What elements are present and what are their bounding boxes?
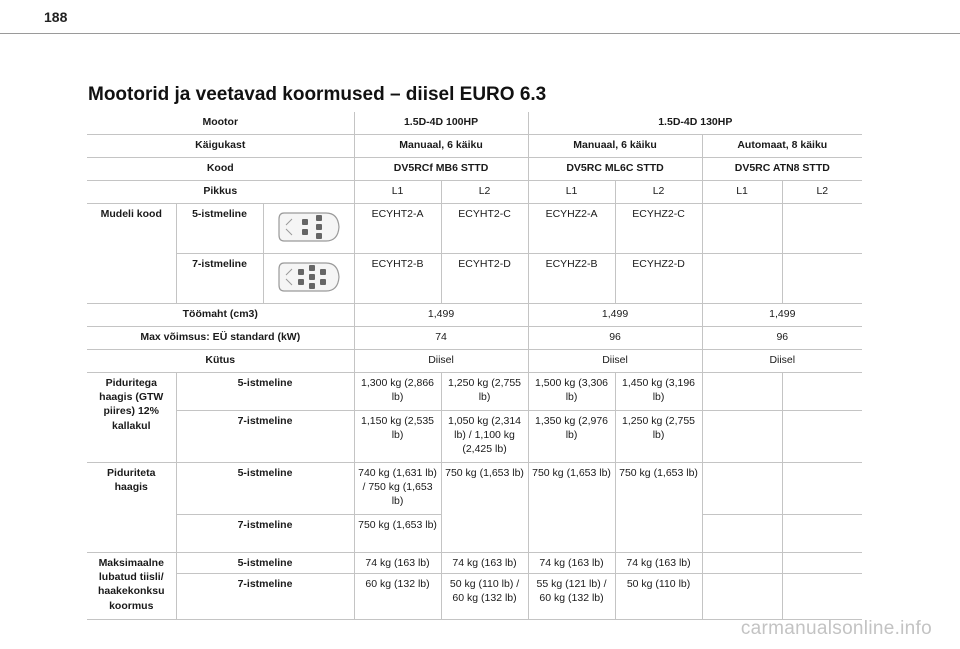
- table-row: [87, 254, 862, 304]
- table-row: [87, 158, 862, 181]
- braked-cell: 1,450 kg (3,196 lb): [615, 373, 702, 411]
- table-row: [87, 204, 862, 254]
- page-title: Mootorid ja veetavad koormused – diisel EURO 6.3: [88, 84, 547, 105]
- towball-cell: [702, 553, 782, 574]
- fuel-cell: Diisel: [354, 350, 528, 373]
- model-code-cell: ECYHZ2-C: [615, 204, 702, 254]
- seat-label-5: 5-istmeline: [176, 463, 354, 515]
- seat-label-5: 5-istmeline: [176, 373, 354, 411]
- model-code-cell: ECYHT2-C: [441, 204, 528, 254]
- braked-cell: [702, 411, 782, 463]
- unbraked-cell: 750 kg (1,653 lb): [354, 515, 441, 553]
- row-label-fuel: Kütus: [87, 350, 354, 373]
- length-cell: L1: [528, 181, 615, 204]
- power-cell: 96: [702, 327, 862, 350]
- car-5-seat-icon: [263, 204, 354, 254]
- power-cell: 96: [528, 327, 702, 350]
- table-row: [87, 350, 862, 373]
- unbraked-cell: 750 kg (1,653 lb): [615, 463, 702, 553]
- braked-cell: 1,250 kg (2,755 lb): [615, 411, 702, 463]
- table-row: [87, 553, 862, 574]
- table-row: [87, 574, 862, 620]
- towball-cell: 50 kg (110 lb): [615, 574, 702, 620]
- unbraked-cell: [782, 515, 862, 553]
- unbraked-cell: [782, 463, 862, 515]
- row-label-power: Max võimsus: EÜ standard (kW): [87, 327, 354, 350]
- length-cell: L2: [615, 181, 702, 204]
- engine-100hp: 1.5D-4D 100HP: [354, 112, 528, 135]
- model-code-cell: ECYHZ2-A: [528, 204, 615, 254]
- watermark: carmanualsonline.info: [740, 618, 932, 639]
- displacement-cell: 1,499: [702, 304, 862, 327]
- towball-cell: 74 kg (163 lb): [441, 553, 528, 574]
- model-code-cell: [782, 204, 862, 254]
- displacement-cell: 1,499: [354, 304, 528, 327]
- unbraked-cell: 750 kg (1,653 lb): [441, 463, 528, 553]
- row-label-braked-trailer: Piduritega haagis (GTW piires) 12% kallakul: [87, 373, 176, 463]
- towball-cell: [782, 574, 862, 620]
- table-row: [87, 463, 862, 515]
- braked-cell: [702, 373, 782, 411]
- towball-cell: 50 kg (110 lb) / 60 kg (132 lb): [441, 574, 528, 620]
- model-code-cell: ECYHT2-D: [441, 254, 528, 304]
- engine-spec-table: [87, 112, 862, 620]
- row-label-code: Kood: [87, 158, 354, 181]
- braked-cell: [782, 411, 862, 463]
- model-code-cell: [702, 254, 782, 304]
- row-label-displacement: Töömaht (cm3): [87, 304, 354, 327]
- model-code-cell: [702, 204, 782, 254]
- row-label-engine: Mootor: [87, 112, 354, 135]
- towball-cell: 55 kg (121 lb) / 60 kg (132 lb): [528, 574, 615, 620]
- row-label-model-code: Mudeli kood: [87, 204, 176, 304]
- table-row: [87, 135, 862, 158]
- table-row: [87, 373, 862, 411]
- braked-cell: 1,150 kg (2,535 lb): [354, 411, 441, 463]
- length-cell: L1: [702, 181, 782, 204]
- seat-label-7: 7-istmeline: [176, 515, 354, 553]
- code-3: DV5RC ATN8 STTD: [702, 158, 862, 181]
- row-label-unbraked-trailer: Piduriteta haagis: [87, 463, 176, 553]
- page-number: 188: [44, 9, 68, 25]
- displacement-cell: 1,499: [528, 304, 702, 327]
- power-cell: 74: [354, 327, 528, 350]
- towball-cell: 74 kg (163 lb): [528, 553, 615, 574]
- table-row: [87, 181, 862, 204]
- unbraked-cell: 750 kg (1,653 lb): [528, 463, 615, 553]
- gearbox-3: Automaat, 8 käiku: [702, 135, 862, 158]
- table-row: [87, 304, 862, 327]
- engine-130hp: 1.5D-4D 130HP: [528, 112, 862, 135]
- model-code-cell: ECYHZ2-B: [528, 254, 615, 304]
- gearbox-1: Manuaal, 6 käiku: [354, 135, 528, 158]
- towball-cell: 74 kg (163 lb): [615, 553, 702, 574]
- braked-cell: [782, 373, 862, 411]
- towball-cell: 74 kg (163 lb): [354, 553, 441, 574]
- unbraked-cell: [702, 463, 782, 515]
- braked-cell: 1,050 kg (2,314 lb) / 1,100 kg (2,425 lb): [441, 411, 528, 463]
- seat-label-5: 5-istmeline: [176, 553, 354, 574]
- braked-cell: 1,500 kg (3,306 lb): [528, 373, 615, 411]
- seat-label-7: 7-istmeline: [176, 254, 263, 304]
- length-cell: L1: [354, 181, 441, 204]
- row-label-gearbox: Käigukast: [87, 135, 354, 158]
- table-row: [87, 327, 862, 350]
- model-code-cell: ECYHT2-A: [354, 204, 441, 254]
- header-rule: [0, 33, 960, 34]
- braked-cell: 1,300 kg (2,866 lb): [354, 373, 441, 411]
- towball-cell: 60 kg (132 lb): [354, 574, 441, 620]
- row-label-length: Pikkus: [87, 181, 354, 204]
- braked-cell: 1,350 kg (2,976 lb): [528, 411, 615, 463]
- row-label-towball-load: Maksimaalne lubatud tiisli/ haakekonksu koormus: [87, 553, 176, 620]
- code-1: DV5RCf MB6 STTD: [354, 158, 528, 181]
- seat-label-7: 7-istmeline: [176, 411, 354, 463]
- code-2: DV5RC ML6C STTD: [528, 158, 702, 181]
- braked-cell: 1,250 kg (2,755 lb): [441, 373, 528, 411]
- length-cell: L2: [441, 181, 528, 204]
- unbraked-cell: 740 kg (1,631 lb) / 750 kg (1,653 lb): [354, 463, 441, 515]
- fuel-cell: Diisel: [702, 350, 862, 373]
- model-code-cell: ECYHT2-B: [354, 254, 441, 304]
- car-7-seat-icon: [263, 254, 354, 304]
- gearbox-2: Manuaal, 6 käiku: [528, 135, 702, 158]
- unbraked-cell: [702, 515, 782, 553]
- seat-label-5: 5-istmeline: [176, 204, 263, 254]
- fuel-cell: Diisel: [528, 350, 702, 373]
- towball-cell: [702, 574, 782, 620]
- model-code-cell: [782, 254, 862, 304]
- table-row: [87, 411, 862, 463]
- model-code-cell: ECYHZ2-D: [615, 254, 702, 304]
- length-cell: L2: [782, 181, 862, 204]
- table-row: [87, 112, 862, 135]
- towball-cell: [782, 553, 862, 574]
- seat-label-7: 7-istmeline: [176, 574, 354, 620]
